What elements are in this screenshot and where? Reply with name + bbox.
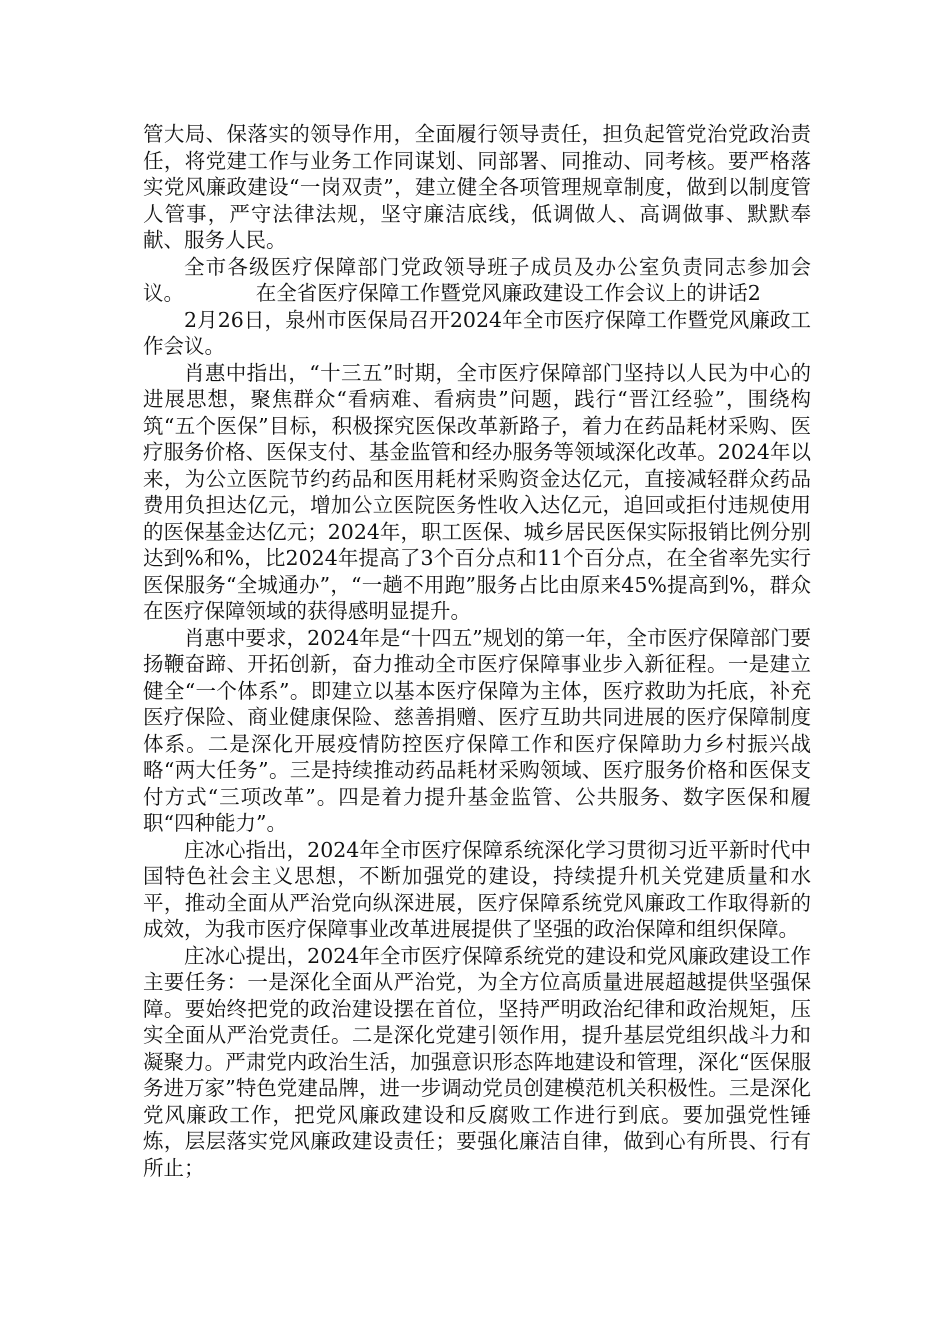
paragraph-5: 肖惠中要求，2024年是“十四五”规划的第一年，全市医疗保障部门要扬鞭奋蹄、开拓创新，奋力推动全市医疗保障事业步入新征程。一是建立健全“一个体系”。即建立以基本医疗保障为主体，医疗救助为托底，补充医疗保险、商业健康保险、慈善捐赠、医疗互助共同进展的医疗保障制度体系。二是深化开展疫情防控医疗保障工作和医疗保障助力乡村振兴战略“两大任务”。三是持续推动药品耗材采购领域、医疗服务价格和医保支付方式“三项改革”。四是着力提升基金监管、公共服务、数字医保和履职“四种能力”。 xyxy=(143,625,811,835)
speech-title-fragment: 在全省医疗保障工作暨党风廉政建设工作会议上的讲话2 xyxy=(255,281,761,305)
paragraph-7: 庄冰心提出，2024年全市医疗保障系统党的建设和党风廉政建设工作主要任务：一是深化全面从严治党，为全方位高质量进展超越提供坚强保障。要始终把党的政治建设摆在首位，坚持严明政治纪律和政治规矩，压实全面从严治党责任。二是深化党建引领作用，提升基层党组织战斗力和凝聚力。严肃党内政治生活，加强意识形态阵地建设和管理，深化“医保服务进万家”特色党建品牌，进一步调动党员创建模范机关积极性。三是深化党风廉政工作，把党风廉政建设和反腐败工作进行到底。要加强党性锤炼，层层落实党风廉政建设责任；要强化廉洁自律，做到心有所畏、行有所止； xyxy=(143,943,811,1180)
paragraph-6: 庄冰心指出，2024年全市医疗保障系统深化学习贯彻习近平新时代中国特色社会主义思想，不断加强党的建设，持续提升机关党建质量和水平，推动全面从严治党向纵深进展，医疗保障系统党风廉政工作取得新的成效，为我市医疗保障事业改革进展提供了坚强的政治保障和组织保障。 xyxy=(143,837,811,941)
document-body xyxy=(143,121,811,1181)
paragraph-1: 管大局、保落实的领导作用，全面履行领导责任，担负起管党治党政治责任，将党建工作与业务工作同谋划、同部署、同推动、同考核。要严格落实党风廉政建设“一岗双责”，建立健全各项管理规章制度，做到以制度管人管事，严守法律法规，坚守廉洁底线，低调做人、高调做事、默默奉献、服务人民。 xyxy=(143,122,811,252)
paragraph-4: 肖惠中指出，“十三五”时期，全市医疗保障部门坚持以人民为中心的进展思想，聚焦群众“看病难、看病贵”问题，践行“晋江经验”，围绕构筑“五个医保”目标，积极探究医保改革新路子，着力在药品耗材采购、医疗服务价格、医保支付、基金监管和经办服务等领域深化改革。2024年以来，为公立医院节约药品和医用耗材采购资金达亿元，直接减轻群众药品费用负担达亿元，增加公立医院医务性收入达亿元，追回或拒付违规使用的医保基金达亿元；2024年，职工医保、城乡居民医保实际报销比例分别达到%和%，比2024年提高了3个百分点和11个百分点，在全省率先实行医保服务“全城通办”，“一趟不用跑”服务占比由原来45%提高到%，群众在医疗保障领域的获得感明显提升。 xyxy=(143,360,811,623)
paragraph-3: 2月26日，泉州市医保局召开2024年全市医疗保障工作暨党风廉政工作会议。 xyxy=(143,307,811,358)
paragraph-2-text: 全市各级医疗保障部门党政领导班子成员及办公室负责同志参加会议。 xyxy=(143,254,811,305)
paragraph-2 xyxy=(143,254,811,307)
